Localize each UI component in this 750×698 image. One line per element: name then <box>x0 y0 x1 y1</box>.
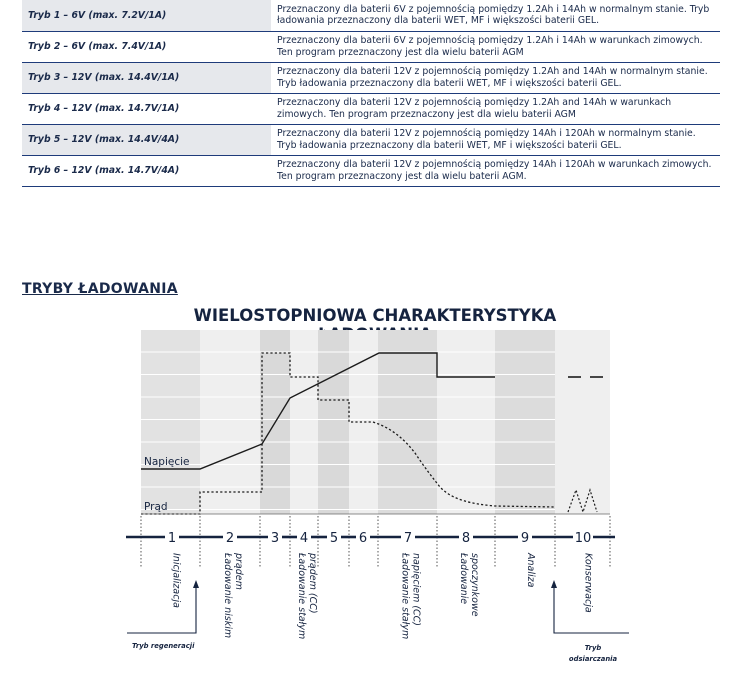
mode-description: Przeznaczony dla baterii 12V z pojemnością pomiędzy 1.2Ah and 14Ah w normalnym stanie. Tryb ładowania przeznaczony dla baterii WET, MF i większości baterii GEL. <box>271 62 720 93</box>
stage-label: Ładowanie <box>458 553 469 605</box>
stage-label: spoczynkowe <box>469 553 480 617</box>
stage-label: Ładowanie niskim <box>222 553 233 639</box>
stage-number: 3 <box>270 531 280 546</box>
stage-number: 6 <box>358 531 368 546</box>
stage-label: prądem (CC) <box>307 553 318 614</box>
stage-band <box>141 330 200 514</box>
stage-number: 8 <box>461 531 471 546</box>
stage-number: 7 <box>403 531 413 546</box>
stage-number: 5 <box>329 531 339 546</box>
stage-band <box>495 330 555 514</box>
stage-label: Ładowanie stałym <box>399 553 411 640</box>
mode-description: Przeznaczony dla baterii 6V z pojemnością pomiędzy 1.2Ah i 14Ah w warunkach zimowych. Ten program przeznaczony jest dla wielu baterii AGM <box>271 31 720 62</box>
chart-title: WIELOSTOPNIOWA CHARAKTERYSTYKA <box>193 306 557 325</box>
stage-number: 1 <box>167 531 177 546</box>
mode-name: Tryb 3 – 12V (max. 14.4V/1A) <box>22 62 271 93</box>
stage-band <box>378 330 437 514</box>
mode-name: Tryb 2 – 6V (max. 7.4V/1A) <box>22 31 271 62</box>
regen-label: Tryb regeneracji <box>132 642 195 650</box>
current-label: Prąd <box>144 501 168 513</box>
stage-band <box>555 330 610 514</box>
mode-description: Przeznaczony dla baterii 12V z pojemnością pomiędzy 14Ah i 120Ah w warunkach zimowych. Ten program przeznaczony jest dla wielu baterii AGM. <box>271 155 720 186</box>
stage-label: Konserwacja <box>582 553 594 613</box>
voltage-label: Napięcie <box>144 456 190 468</box>
stage-band <box>200 330 260 514</box>
mode-name: Tryb 1 – 6V (max. 7.2V/1A) <box>22 0 271 31</box>
mode-name: Tryb 5 – 12V (max. 14.4V/4A) <box>22 124 271 155</box>
stage-label: Analiza <box>525 553 536 588</box>
stage-number: 9 <box>520 531 530 546</box>
stage-label: napięciem (CC) <box>410 553 422 627</box>
stage-band <box>318 330 349 514</box>
desulf-label-line2: odsiarczania <box>568 655 618 663</box>
stage-labels <box>171 552 594 639</box>
stage-bands <box>141 330 610 514</box>
stage-dividers <box>141 516 610 568</box>
stage-number: 10 <box>574 531 592 546</box>
stage-label: prądem <box>233 553 244 590</box>
regen-marker <box>127 580 199 650</box>
mode-description: Przeznaczony dla baterii 12V z pojemnością pomiędzy 1.2Ah and 14Ah w warunkach zimowych. Ten program przeznaczony jest dla wielu baterii AGM <box>271 93 720 124</box>
mode-name: Tryb 6 – 12V (max. 14.7V/4A) <box>22 155 271 186</box>
stage-label: Inicjalizacja <box>170 553 182 608</box>
mode-description: Przeznaczony dla baterii 12V z pojemnością pomiędzy 14Ah i 120Ah w normalnym stanie. Tryb ładowania przeznaczony dla baterii WET, MF i większości baterii GEL. <box>271 124 720 155</box>
stage-band <box>290 330 318 514</box>
stage-axis <box>126 531 615 546</box>
stage-number: 2 <box>225 531 235 546</box>
desulf-label-line1: Tryb <box>584 644 602 652</box>
section-title: TRYBY ŁADOWANIA <box>22 281 178 297</box>
mode-name: Tryb 4 – 12V (max. 14.7V/1A) <box>22 93 271 124</box>
stage-label: Ładowanie stałym <box>296 553 307 640</box>
stage-number: 4 <box>299 531 309 546</box>
stage-band <box>437 330 495 514</box>
mode-description: Przeznaczony dla baterii 6V z pojemnością pomiędzy 1.2Ah i 14Ah w normalnym stanie. Tryb ładowania przeznaczony dla baterii WET, MF i większości baterii GEL. <box>271 0 720 31</box>
